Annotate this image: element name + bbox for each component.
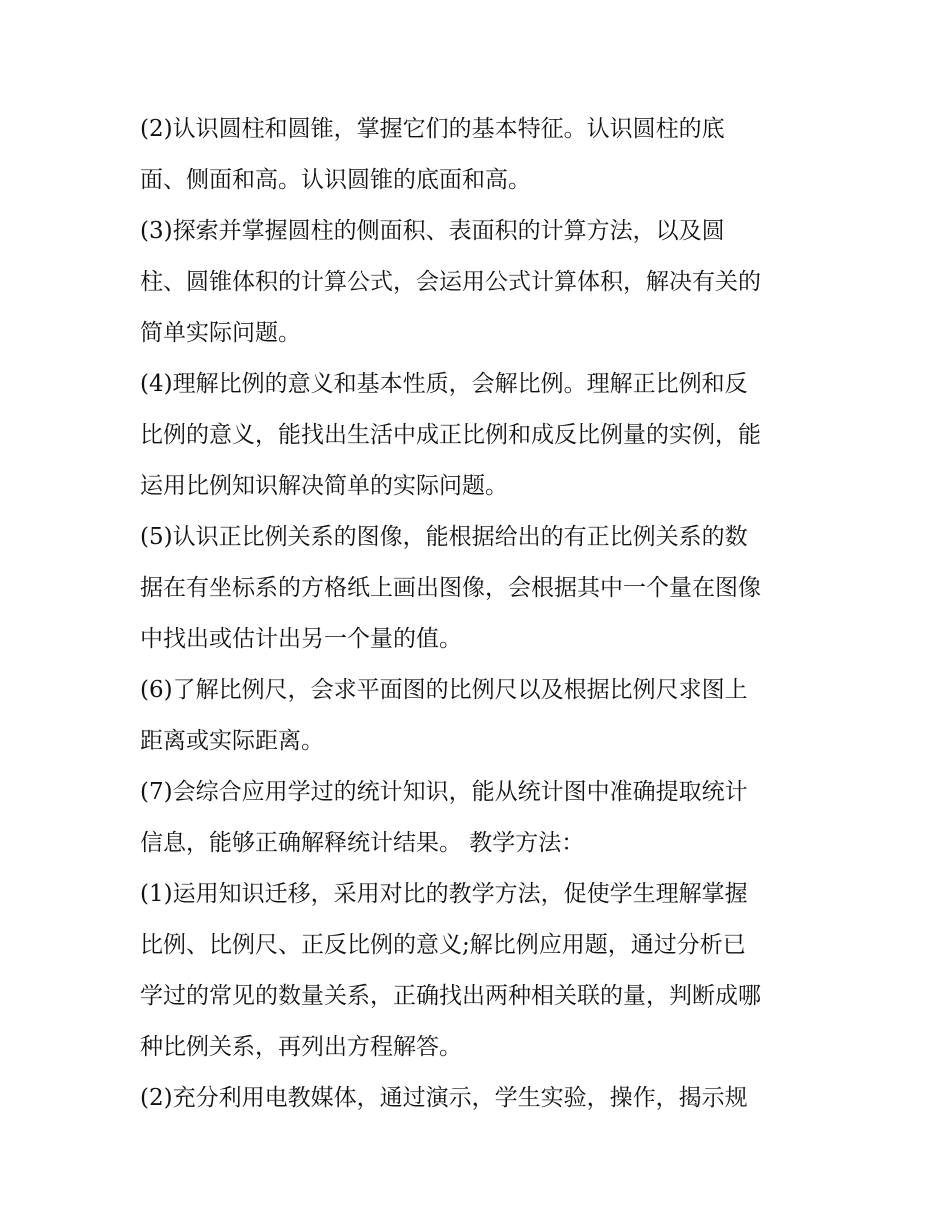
text-line: (5)认识正比例关系的图像，能根据给出的有正比例关系的数 <box>140 524 748 550</box>
text-line: (2)认识圆柱和圆锥，掌握它们的基本特征。认识圆柱的底 <box>140 116 725 142</box>
text-line: 简单实际问题。 <box>140 320 301 346</box>
text-line: (2)充分利用电教媒体，通过演示，学生实验，操作，揭示规 <box>140 1085 748 1111</box>
text-line: (3)探索并掌握圆柱的侧面积、表面积的计算方法，以及圆 <box>140 218 725 244</box>
text-line: 柱、圆锥体积的计算公式，会运用公式计算体积，解决有关的 <box>140 269 761 295</box>
text-line: (6)了解比例尺，会求平面图的比例尺以及根据比例尺求图上 <box>140 677 748 703</box>
text-line: 学过的常见的数量关系，正确找出两种相关联的量，判断成哪 <box>140 983 761 1009</box>
text-line: 信息，能够正确解释统计结果。 教学方法： <box>140 830 585 856</box>
text-line: 比例的意义，能找出生活中成正比例和成反比例量的实例，能 <box>140 422 761 448</box>
text-line: (4)理解比例的意义和基本性质，会解比例。理解正比例和反 <box>140 371 748 397</box>
text-line: 面、侧面和高。认识圆锥的底面和高。 <box>140 167 531 193</box>
text-line: (7)会综合应用学过的统计知识，能从统计图中准确提取统计 <box>140 779 748 805</box>
text-line: 据在有坐标系的方格纸上画出图像，会根据其中一个量在图像 <box>140 575 761 601</box>
text-line: 种比例关系，再列出方程解答。 <box>140 1034 462 1060</box>
text-line: 中找出或估计出另一个量的值。 <box>140 626 462 652</box>
text-line: 比例、比例尺、正反比例的意义;解比例应用题，通过分析已 <box>140 932 746 958</box>
body-text <box>140 104 820 1124</box>
text-line: (1)运用知识迁移，采用对比的教学方法，促使学生理解掌握 <box>140 881 748 907</box>
text-line: 距离或实际距离。 <box>140 728 324 754</box>
text-line: 运用比例知识解决简单的实际问题。 <box>140 473 508 499</box>
